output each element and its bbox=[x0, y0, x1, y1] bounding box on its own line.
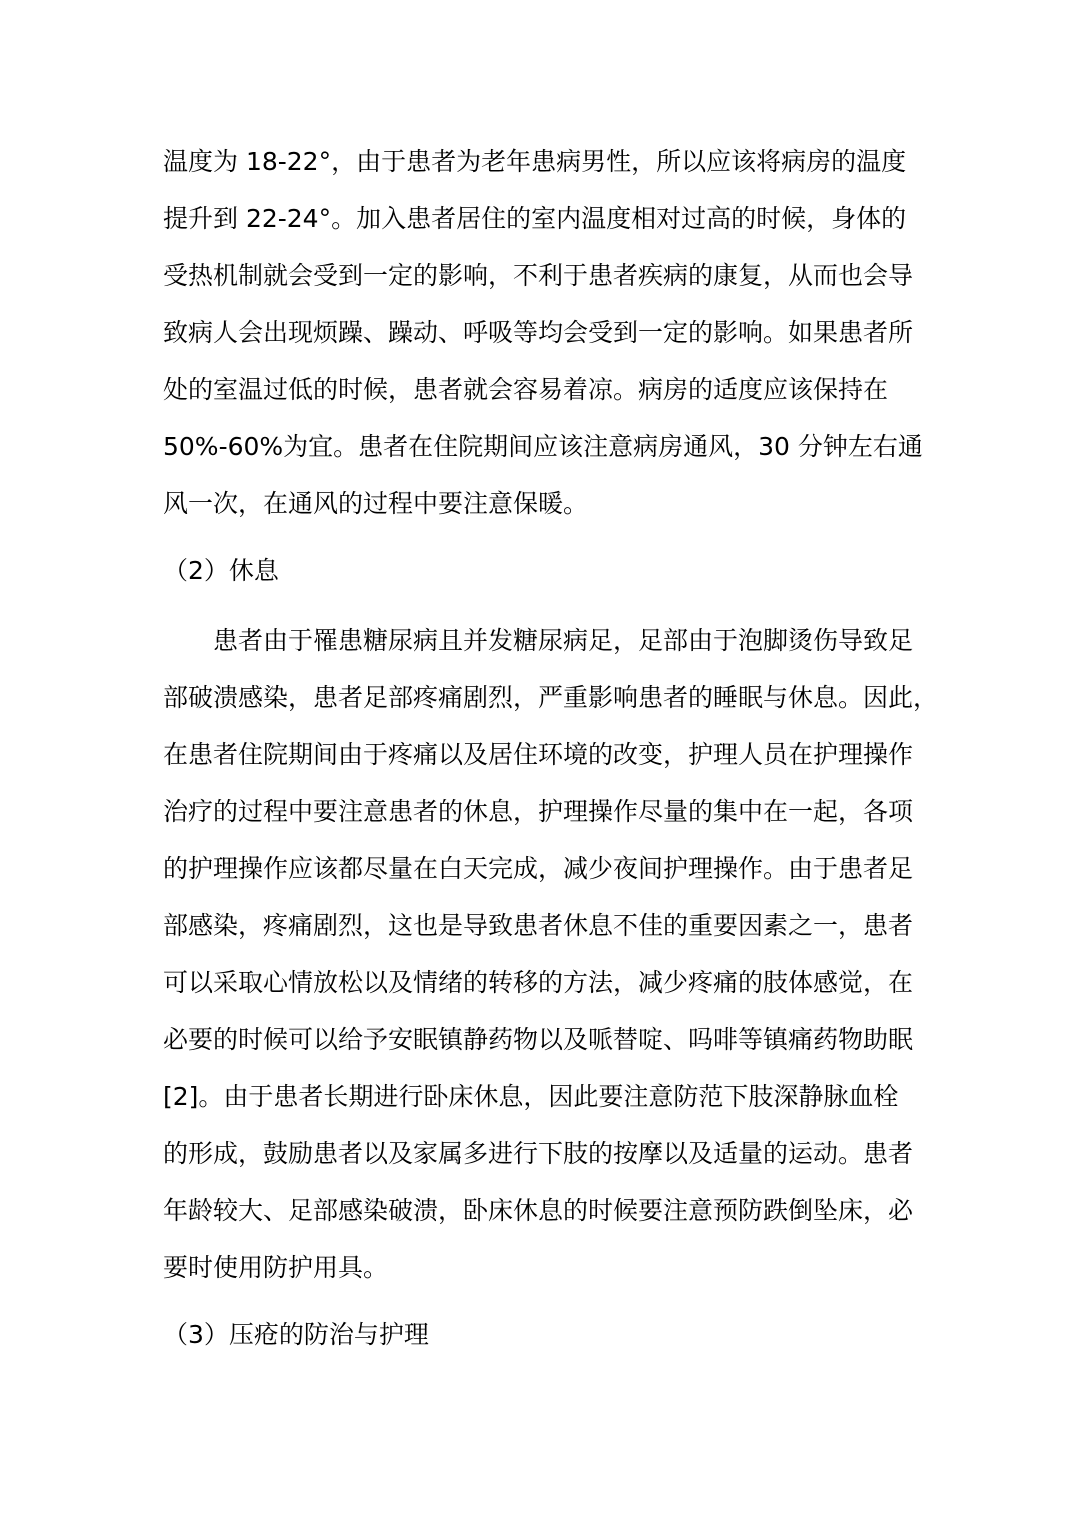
paragraph-line: 50%-60%为宜。患者在住院期间应该注意病房通风，30 分钟左右通 bbox=[163, 432, 923, 461]
paragraph-line: 的护理操作应该都尽量在白天完成，减少夜间护理操作。由于患者足 bbox=[163, 854, 914, 883]
paragraph-line: 受热机制就会受到一定的影响，不利于患者疾病的康复，从而也会导 bbox=[163, 261, 914, 290]
section-heading-text: （3）压疮的防治与护理 bbox=[163, 1320, 429, 1349]
paragraph-line: 处的室温过低的时候，患者就会容易着凉。病房的适度应该保持在 bbox=[163, 375, 889, 404]
paragraph-line: 年龄较大、足部感染破溃，卧床休息的时候要注意预防跌倒坠床，必 bbox=[163, 1196, 914, 1225]
paragraph-line: 温度为 18-22°，由于患者为老年患病男性，所以应该将病房的温度 bbox=[163, 147, 907, 176]
paragraph-line: 治疗的过程中要注意患者的休息，护理操作尽量的集中在一起，各项 bbox=[163, 797, 914, 826]
paragraph-line: 致病人会出现烦躁、躁动、呼吸等均会受到一定的影响。如果患者所 bbox=[163, 318, 914, 347]
paragraph-line: 可以采取心情放松以及情绪的转移的方法，减少疼痛的肢体感觉，在 bbox=[163, 968, 914, 997]
paragraph-rest bbox=[163, 612, 939, 1296]
paragraph-line: 风一次，在通风的过程中要注意保暖。 bbox=[163, 489, 589, 518]
section-heading-text: （2）休息 bbox=[163, 556, 279, 585]
paragraph-temperature bbox=[163, 133, 923, 532]
paragraph-line: 部破溃感染，患者足部疼痛剧烈，严重影响患者的睡眠与休息。因此， bbox=[163, 683, 939, 712]
paragraph-line: 要时使用防护用具。 bbox=[163, 1253, 389, 1282]
section-heading-rest bbox=[163, 542, 923, 599]
paragraph-line: 部感染，疼痛剧烈，这也是导致患者休息不佳的重要因素之一，患者 bbox=[163, 911, 914, 940]
paragraph-line: 必要的时候可以给予安眠镇静药物以及哌替啶、吗啡等镇痛药物助眠 bbox=[163, 1025, 914, 1054]
paragraph-line: 在患者住院期间由于疼痛以及居住环境的改变，护理人员在护理操作 bbox=[163, 740, 914, 769]
paragraph-line: 患者由于罹患糖尿病且并发糖尿病足，足部由于泡脚烫伤导致足 bbox=[213, 626, 914, 655]
paragraph-line: 提升到 22-24°。加入患者居住的室内温度相对过高的时候，身体的 bbox=[163, 204, 907, 233]
section-heading-pressure-sore bbox=[163, 1306, 923, 1363]
paragraph-line: [2]。由于患者长期进行卧床休息，因此要注意防范下肢深静脉血栓 bbox=[163, 1082, 899, 1111]
paragraph-line: 的形成，鼓励患者以及家属多进行下肢的按摩以及适量的运动。患者 bbox=[163, 1139, 914, 1168]
